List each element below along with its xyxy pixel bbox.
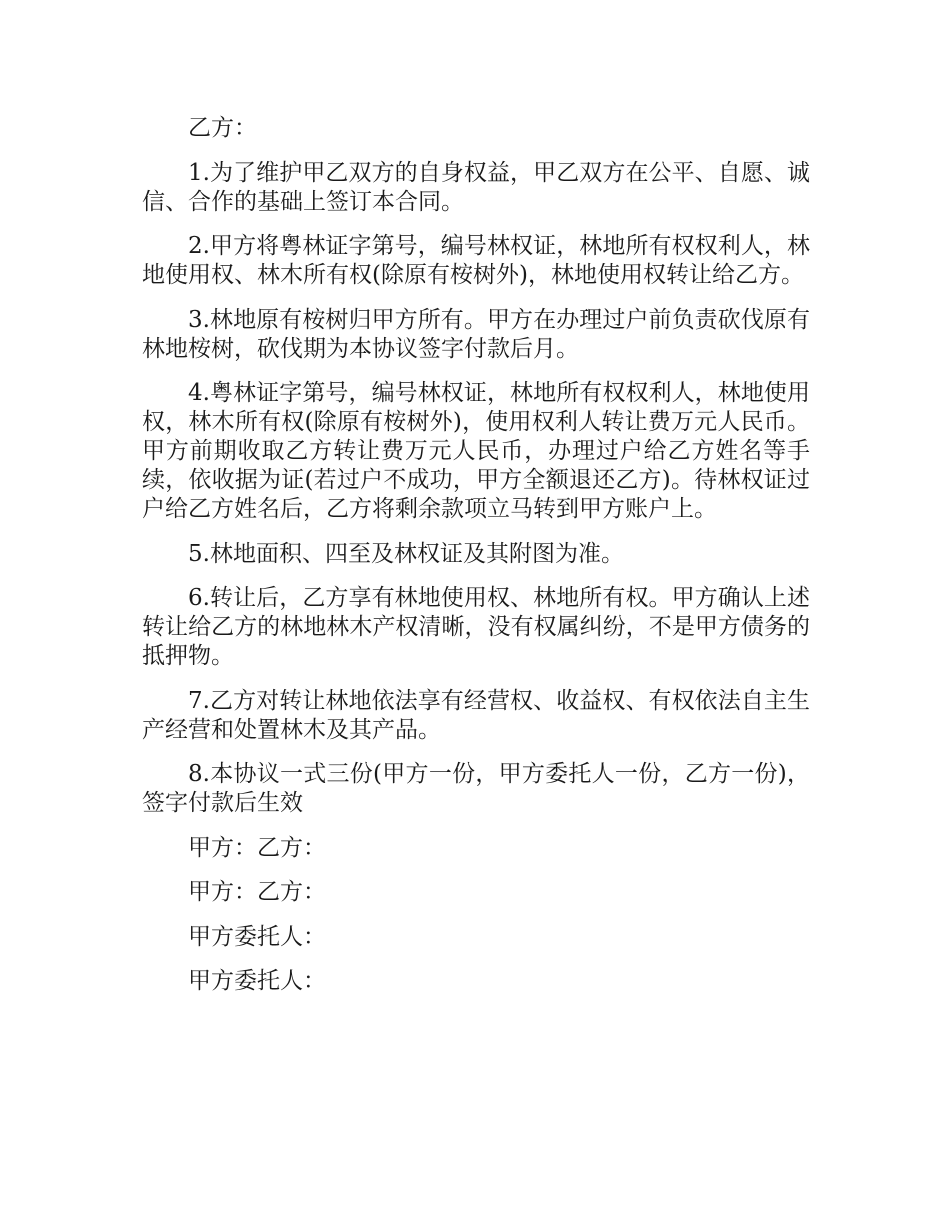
clause-7: 7.乙方对转让林地依法享有经营权、收益权、有权依法自主生产经营和处置林木及其产品。: [142, 687, 810, 743]
clause-1: 1.为了维护甲乙双方的自身权益，甲乙双方在公平、自愿、诚信、合作的基础上签订本合同。: [142, 159, 810, 215]
signature-line-parties-1: 甲方：乙方：: [188, 834, 326, 861]
document-page: [142, 114, 810, 1012]
clause-5: 5.林地面积、四至及林权证及其附图为准。: [188, 540, 624, 567]
signature-line-agent-1: 甲方委托人：: [188, 923, 326, 950]
clause-8: 8.本协议一式三份(甲方一份，甲方委托人一份，乙方一份)，签字付款后生效: [142, 761, 810, 816]
clause-6: 6.转让后，乙方享有林地使用权、林地所有权。甲方确认上述转让给乙方的林地林木产权清晰，没有权属纠纷，不是甲方债务的抵押物。: [142, 585, 810, 669]
party-b-heading: 乙方：: [188, 115, 257, 141]
signature-line-parties-2: 甲方：乙方：: [188, 879, 326, 905]
clause-2: 2.甲方将粤林证字第号，编号林权证，林地所有权权利人，林地使用权、林木所有权(除原有桉树外)，林地使用权转让给乙方。: [142, 233, 810, 288]
clause-3: 3.林地原有桉树归甲方所有。甲方在办理过户前负责砍伐原有林地桉树，砍伐期为本协议签字付款后月。: [142, 306, 810, 362]
signature-line-agent-2: 甲方委托人：: [188, 968, 326, 994]
clause-4: 4.粤林证字第号，编号林权证，林地所有权权利人，林地使用权，林木所有权(除原有桉树外)，使用权利人转让费万元人民币。甲方前期收取乙方转让费万元人民币，办理过户给乙方姓名等手续，依收据为证(若过户不成功，甲方全额退还乙方)。待林权证过户给乙方姓名后，乙方将剩余款项立马转到甲方账户上。: [142, 380, 810, 522]
